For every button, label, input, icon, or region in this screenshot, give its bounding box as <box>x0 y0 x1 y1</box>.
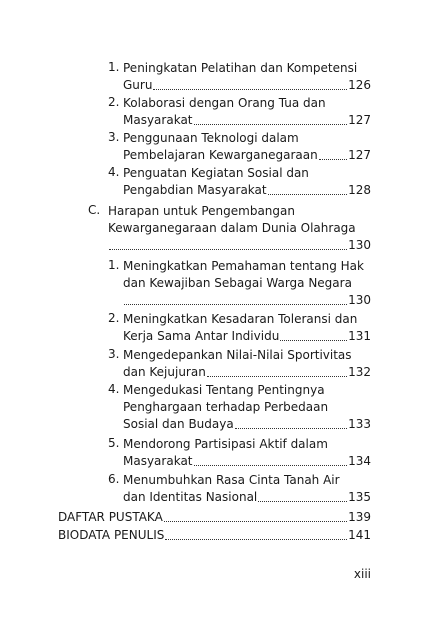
entry-title-line: Peningkatan Pelatihan dan Kompetensi <box>123 61 358 75</box>
page-number: 127 <box>348 113 371 127</box>
entry-last-line <box>123 182 371 199</box>
page-number: 139 <box>348 510 371 524</box>
toc-entry <box>108 60 371 94</box>
dot-leader <box>207 376 347 377</box>
entry-body <box>58 527 371 544</box>
entry-title-line: Masyarakat <box>123 454 193 468</box>
toc-entry <box>108 95 371 129</box>
entry-title-line: Mendorong Partisipasi Aktif dalam <box>123 437 328 451</box>
entry-last-line <box>58 527 371 544</box>
entry-number: 2. <box>108 311 120 325</box>
entry-body <box>123 95 371 129</box>
page-number: 133 <box>348 417 371 431</box>
entry-last-line <box>123 416 371 433</box>
entry-title-line: Kolaborasi dengan Orang Tua dan <box>123 96 326 110</box>
entry-title-line: dan Kewajiban Sebagai Warga Negara <box>123 276 352 290</box>
dot-leader <box>153 89 347 90</box>
entry-title-line: Sosial dan Budaya <box>123 417 234 431</box>
page-folio: xiii <box>353 567 371 581</box>
entry-body <box>123 130 371 164</box>
page-number: 134 <box>348 454 371 468</box>
page-number: 127 <box>348 148 371 162</box>
toc-entry <box>108 311 371 345</box>
entry-last-line <box>123 77 371 94</box>
toc-entry <box>108 436 371 470</box>
entry-title-line: Meningkatkan Kesadaran Toleransi dan <box>123 312 358 326</box>
entry-number: 4. <box>108 382 120 396</box>
page-number: 128 <box>348 183 371 197</box>
entry-last-line <box>123 147 371 164</box>
entry-title-line: Penghargaan terhadap Perbedaan <box>123 400 329 414</box>
entry-body <box>58 509 371 526</box>
entry-number: C. <box>88 203 101 217</box>
page-number: 130 <box>348 238 371 252</box>
entry-title-line: Kewarganegaraan dalam Dunia Olahraga <box>108 221 356 235</box>
entry-last-line <box>58 509 371 526</box>
entry-title-line: Penggunaan Teknologi dalam <box>123 131 299 145</box>
entry-title-line: Pembelajaran Kewarganegaraan <box>123 148 318 162</box>
toc-entry-biodata-penulis <box>58 527 371 544</box>
entry-number: 6. <box>108 472 120 486</box>
entry-title-line: Meningkatkan Pemahaman tentang Hak <box>123 259 364 273</box>
entry-title-line: dan Kejujuran <box>123 365 206 379</box>
entry-number: 2. <box>108 95 120 109</box>
entry-number: 1. <box>108 60 120 74</box>
entry-body <box>123 258 371 309</box>
toc-entry <box>108 347 371 381</box>
entry-body <box>123 382 371 433</box>
entry-title-line: DAFTAR PUSTAKA <box>58 510 163 524</box>
toc-entry <box>108 382 371 433</box>
entry-number: 1. <box>108 258 120 272</box>
entry-title-line: Penguatan Kegiatan Sosial dan <box>123 166 309 180</box>
dot-leader <box>235 428 347 429</box>
entry-title-line: Mengedepankan Nilai-Nilai Sportivitas <box>123 348 352 362</box>
entry-title-line: Masyarakat <box>123 113 193 127</box>
page-number: 131 <box>348 329 371 343</box>
entry-last-line <box>123 489 371 506</box>
entry-body <box>123 165 371 199</box>
entry-body <box>123 311 371 345</box>
entry-last-line <box>123 112 371 129</box>
entry-title-line: dan Identitas Nasional <box>123 490 258 504</box>
entry-body <box>123 472 371 506</box>
entry-title-line: BIODATA PENULIS <box>58 528 165 542</box>
page-number: 130 <box>348 293 371 307</box>
entry-body <box>123 436 371 470</box>
entry-title-line: Harapan untuk Pengembangan <box>108 204 295 218</box>
toc-entry <box>88 203 371 254</box>
entry-last-line <box>123 364 371 381</box>
dot-leader <box>165 539 347 540</box>
entry-number: 4. <box>108 165 120 179</box>
dot-leader <box>194 124 348 125</box>
entry-title-line: Guru <box>123 78 153 92</box>
dot-leader <box>124 304 347 305</box>
dot-leader <box>268 194 347 195</box>
toc-entry <box>108 472 371 506</box>
toc-entry <box>108 165 371 199</box>
entry-title-line: Kerja Sama Antar Individu <box>123 329 280 343</box>
entry-body <box>108 203 371 254</box>
dot-leader <box>109 249 347 250</box>
page-number: 141 <box>348 528 371 542</box>
entry-body <box>123 60 371 94</box>
entry-last-line <box>123 292 371 309</box>
entry-title-line: Pengabdian Masyarakat <box>123 183 267 197</box>
toc-entry <box>108 258 371 309</box>
dot-leader <box>164 521 347 522</box>
dot-leader <box>319 159 347 160</box>
entry-number: 3. <box>108 347 120 361</box>
entry-number: 3. <box>108 130 120 144</box>
dot-leader <box>280 340 347 341</box>
dot-leader <box>194 465 348 466</box>
entry-last-line <box>108 237 371 254</box>
entry-body <box>123 347 371 381</box>
entry-last-line <box>123 453 371 470</box>
dot-leader <box>258 501 347 502</box>
toc-entry <box>108 130 371 164</box>
page-number: 132 <box>348 365 371 379</box>
page-number: 126 <box>348 78 371 92</box>
entry-title-line: Menumbuhkan Rasa Cinta Tanah Air <box>123 473 340 487</box>
entry-number: 5. <box>108 436 120 450</box>
page-number: 135 <box>348 490 371 504</box>
toc-entry-daftar-pustaka <box>58 509 371 526</box>
entry-title-line: Mengedukasi Tentang Pentingnya <box>123 383 325 397</box>
entry-last-line <box>123 328 371 345</box>
